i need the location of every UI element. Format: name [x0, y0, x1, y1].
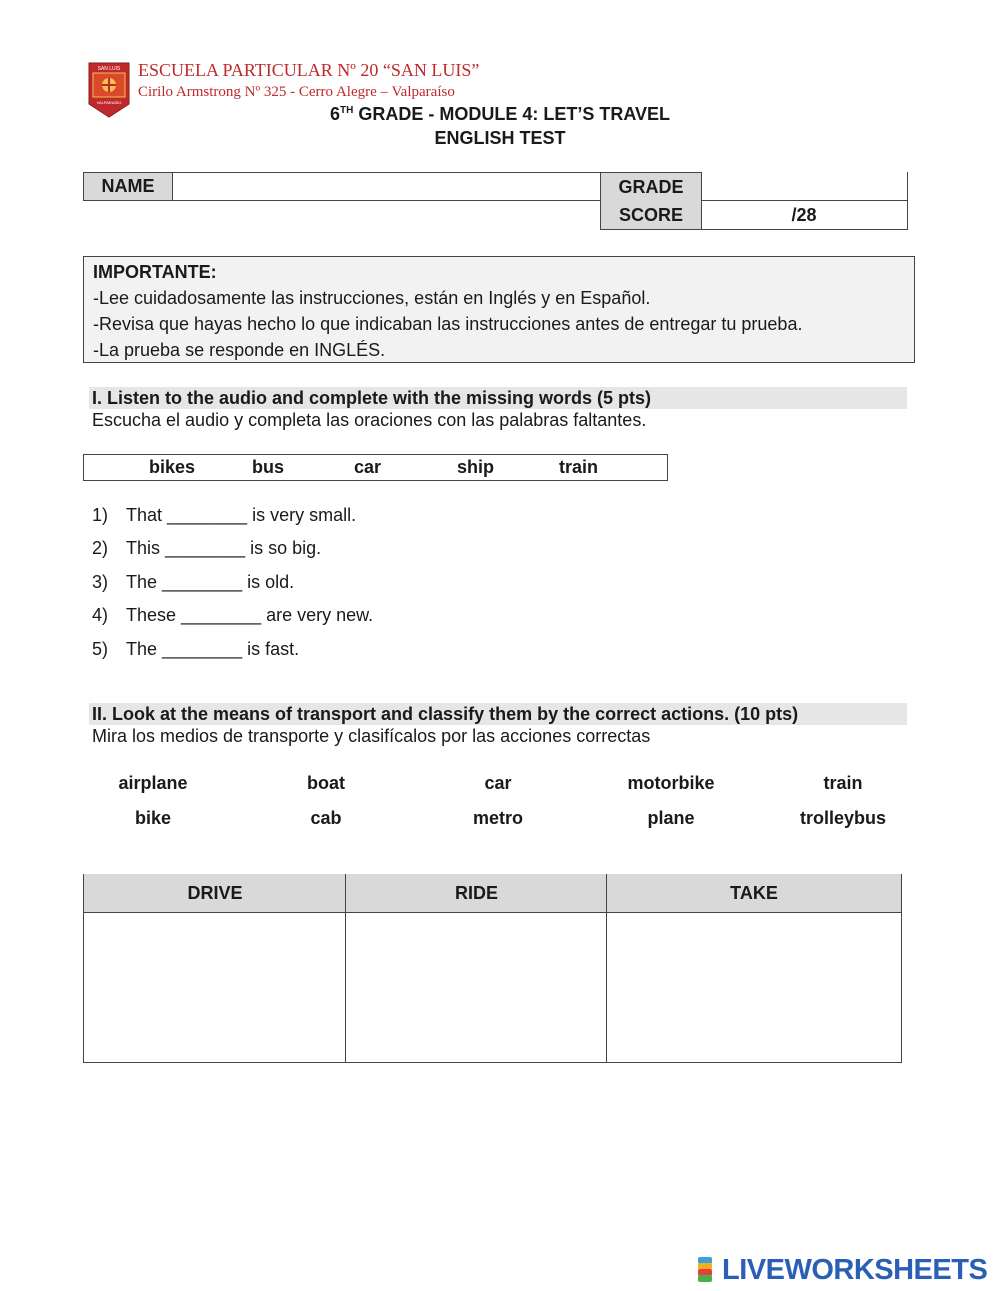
grade-label: GRADE	[600, 172, 702, 201]
take-drop-zone[interactable]	[606, 912, 902, 1063]
transport-word[interactable]: train	[823, 773, 863, 793]
column-take-header: TAKE	[606, 874, 902, 913]
word-bank-item: bikes	[149, 457, 196, 477]
question-text: The ________ is old.	[126, 572, 295, 592]
important-line: -Lee cuidadosamente las instrucciones, están en Inglés y en Español.	[93, 288, 651, 308]
transport-word[interactable]: cab	[310, 808, 342, 828]
word-bank-item: car	[354, 457, 382, 477]
question-text: These ________ are very new.	[126, 605, 374, 625]
test-title	[0, 104, 1000, 125]
question-item[interactable]	[92, 605, 373, 626]
word-bank-item: ship	[457, 457, 495, 477]
student-info-table	[83, 172, 908, 230]
column-ride-header: RIDE	[345, 874, 607, 913]
grade-field[interactable]	[701, 172, 908, 201]
score-field: /28	[701, 200, 908, 230]
grade-suffix: TH	[340, 105, 354, 116]
test-subtitle: ENGLISH TEST	[434, 128, 566, 148]
transport-word[interactable]: airplane	[118, 773, 188, 793]
transport-word[interactable]: bike	[134, 808, 172, 828]
transport-word[interactable]: plane	[647, 808, 695, 828]
watermark-text: LIVEWORKSHEETS	[722, 1253, 988, 1286]
section2-title: II. Look at the means of transport and classify them by the correct actions. (10 pts)	[89, 703, 907, 725]
word-bank	[83, 454, 668, 481]
transport-word[interactable]: motorbike	[627, 773, 715, 793]
column-drive-header: DRIVE	[83, 874, 346, 913]
important-notice	[83, 256, 915, 363]
transport-word[interactable]: metro	[472, 808, 523, 828]
transport-word[interactable]: boat	[307, 773, 345, 793]
important-line: -La prueba se responde en INGLÉS.	[93, 340, 386, 360]
question-number: 2)	[92, 538, 109, 558]
crest-text-top: SAN LUIS	[97, 66, 121, 72]
crest-text-bottom: VALPARAÍSO	[96, 100, 122, 105]
transport-word[interactable]: trolleybus	[799, 808, 887, 828]
question-item[interactable]	[92, 538, 321, 559]
section1-subtitle: Escucha el audio y completa las oraciones con las palabras faltantes.	[92, 410, 647, 430]
important-heading: IMPORTANTE:	[93, 262, 217, 282]
school-address: Cirilo Armstrong Nº 325 - Cerro Alegre – Valparaíso	[138, 84, 455, 100]
drive-drop-zone[interactable]	[83, 912, 346, 1063]
word-bank-item: train	[559, 457, 599, 477]
question-number: 5)	[92, 639, 109, 659]
school-name: ESCUELA PARTICULAR Nº 20 “SAN LUIS”	[138, 60, 480, 80]
question-text: That ________ is very small.	[126, 505, 357, 525]
transport-word[interactable]: car	[484, 773, 512, 793]
question-item[interactable]	[92, 572, 294, 593]
name-label: NAME	[83, 172, 173, 201]
word-bank-item: bus	[252, 457, 285, 477]
question-item[interactable]	[92, 505, 356, 526]
question-number: 3)	[92, 572, 109, 592]
question-text: The ________ is fast.	[126, 639, 300, 659]
grade-number: 6	[329, 104, 340, 124]
liveworksheets-watermark[interactable]	[696, 1255, 987, 1285]
name-field[interactable]	[172, 172, 601, 201]
liveworksheets-logo-icon	[696, 1257, 718, 1283]
score-label: SCORE	[600, 201, 702, 230]
classification-table	[83, 874, 902, 1063]
ride-drop-zone[interactable]	[345, 912, 607, 1063]
question-number: 4)	[92, 605, 109, 625]
important-line: -Revisa que hayas hecho lo que indicaban las instrucciones antes de entregar tu prueba.	[93, 314, 803, 334]
title-text: GRADE - MODULE 4: LET’S TRAVEL	[353, 104, 671, 124]
section2-subtitle: Mira los medios de transporte y clasifícalos por las acciones correctas	[92, 726, 651, 746]
section1-title: I. Listen to the audio and complete with the missing words (5 pts)	[89, 387, 907, 409]
question-number: 1)	[92, 505, 109, 525]
question-text: This ________ is so big.	[126, 538, 322, 558]
question-item[interactable]	[92, 639, 299, 660]
